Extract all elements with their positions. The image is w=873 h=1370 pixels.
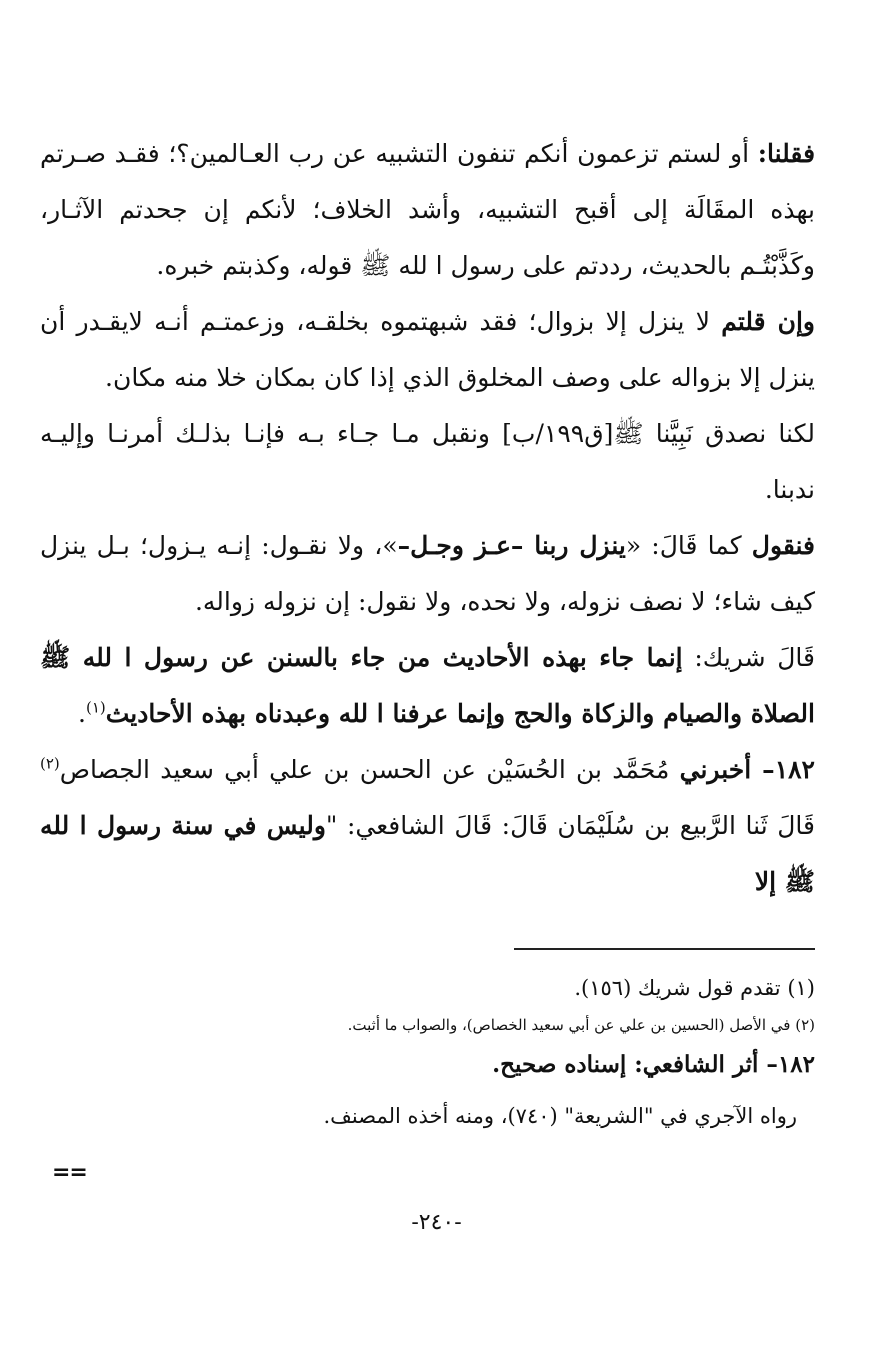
p2-text: لا ينزل إلا بزوال؛ فقد شبهتموه بخلقـه، وزعمتـم أنـه لايقـدر أن ينزل إلا بزواله على وصف المخلوق الذي إذا كان بمكان خلا منه مكان. [40,307,815,392]
p6-number-bold: ١٨٢– أخبرني [679,755,815,784]
p1-lead-bold: فقلنا: [757,139,816,168]
p6-quote-bold: وليس في سنة رسول ا لله ﷺ إلا [40,811,815,896]
p3-text: لكنا نصدق نَبِيَّنا ﷺ[ق١٩٩/ب] ونقبل مـا جـاء بـه فإنـا بذلـك أمرنـا وإليـه ندبنا. [40,419,815,504]
footnote-marker-1: (١) [85,698,106,717]
p2-lead-bold: وإن قلتم [721,307,815,336]
paragraph-1 [40,126,815,294]
paragraph-2 [40,294,815,406]
p5-end: . [78,699,86,728]
footnote-1: (١) تقدم قول شريك (١٥٦). [574,976,815,1000]
paragraph-3 [40,406,815,518]
p4-text-1: كما قَالَ: « [625,531,742,560]
p5-text-1: قَالَ شريك: [694,643,815,672]
paragraph-5 [40,630,815,742]
main-text [40,118,815,910]
footnote-2: (٢) في الأصل (الحسين بن علي عن أبي سعيد الخصاص)، والصواب ما أثبت. [347,1016,815,1034]
page-number: -٢٤٠- [411,1210,462,1235]
footnote-divider [514,948,815,950]
p1-text: أو لستم تزعمون أنكم تنفون التشبيه عن رب العـالمين؟؛ فقـد صـرتم بهذه المقَالَة إلى أقبح التشبيه، وأشد الخلاف؛ لأنكم إن جحدتم الآثـار، وكَذَّبْتُـم بالحديث، رددتم على رسول ا لله ﷺ قوله، وكذبتم خبره. [40,139,815,280]
p4-lead-bold: فنقول [751,531,816,560]
p4-text-2: »، ولا نقـول: إنـه يـزول؛ بـل ينزل كيف شاء؛ لا نصف نزوله، ولا نحده، ولا نقول: إن نزوله زواله. [40,531,815,616]
takhrij-heading: ١٨٢– أثر الشافعي: إسناده صحيح. [492,1051,815,1078]
p6-text-2: قَالَ ثَنا الرَّبيع بن سُلَيْمَان قَالَ: قَالَ الشافعي: " [325,811,815,840]
footnotes [40,968,815,1138]
takhrij-body: رواه الآجري في "الشريعة" (٧٤٠)، ومنه أخذه المصنف. [323,1104,797,1128]
p5-quote-bold: إنما جاء بهذه الأحاديث من جاء بالسنن عن رسول ا لله ﷺ الصلاة والصيام والزكاة والحج وإنما عرفنا ا لله وعبدناه بهذه الأحاديث [40,643,815,728]
footnote-marker-2: (٢) [40,754,60,773]
paragraph-4 [40,518,815,630]
paragraph-6 [40,742,815,910]
p6-text-1: مُحَمَّد بن الحُسَيْن عن الحسن بن علي أبي سعيد الجصاص [59,755,670,784]
continuation-separator: == [52,1160,87,1185]
p4-hadith-quote: ينزل ربنا –عـز وجـل– [397,531,626,560]
